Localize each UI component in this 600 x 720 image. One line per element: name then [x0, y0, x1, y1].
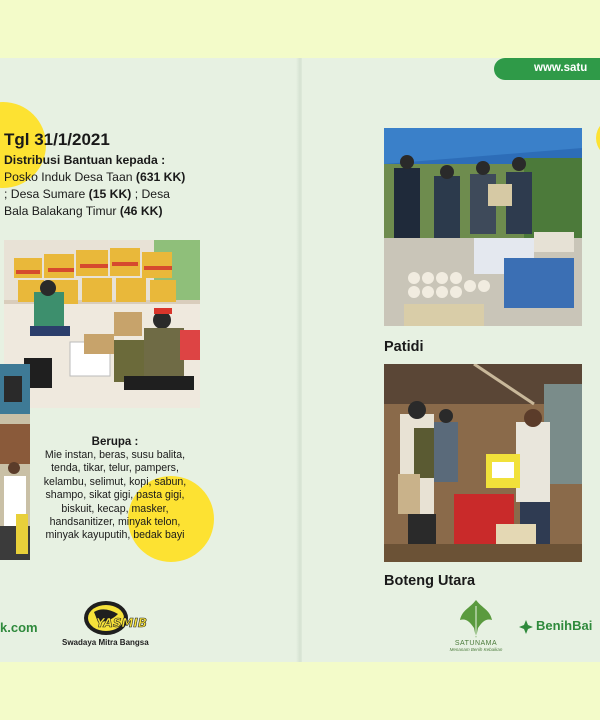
satunama-logo — [448, 598, 504, 652]
yasmib-logo-text: YASMIB — [96, 616, 148, 630]
distribution-text — [4, 152, 224, 220]
caption-patidi: Patidi — [384, 339, 424, 355]
distribution-date: Tgl 31/1/2021 — [4, 130, 110, 149]
website-pill: www.satu — [494, 58, 600, 80]
recipient-count-2: (15 KK) — [88, 187, 132, 201]
patidi-photo — [384, 128, 582, 326]
aid-items-title: Berupa : — [91, 436, 139, 448]
aid-packing-photo — [4, 240, 200, 408]
aid-items-line: Mie instan, beras, susu balita, — [44, 449, 186, 461]
leaf-icon — [518, 619, 534, 635]
aid-items-line: biskuit, kecap, masker, — [61, 502, 169, 515]
recipient-count-1: (631 KK) — [135, 170, 186, 184]
satunama-tagline: Menanam Benih Kebaikan — [449, 647, 503, 652]
aid-items-line: kelambu, selimut, kopi, sabun, — [43, 475, 187, 488]
boteng-utara-photo — [384, 364, 582, 562]
caption-boteng-utara: Boteng Utara — [384, 573, 476, 589]
recipient-line-3: Bala Balakang Timur — [4, 204, 120, 218]
website-text: k.com — [0, 620, 38, 635]
recipient-line-1: Posko Induk Desa Taan — [4, 170, 136, 184]
recipient-line-2-suffix: ; Desa — [131, 187, 170, 201]
satunama-name: SATUNAMA — [454, 640, 498, 647]
aid-items-line: handsanitizer, minyak telon, — [49, 516, 181, 529]
left-page — [0, 58, 298, 662]
distribution-intro: Distribusi Bantuan kepada : — [4, 153, 166, 167]
aid-items-line: tenda, tikar, telur, pampers, — [51, 462, 179, 475]
yellow-circle-decoration — [596, 118, 600, 158]
aid-items-list — [30, 449, 200, 543]
recipient-count-3: (46 KK) — [119, 204, 163, 218]
villagers-photo — [0, 364, 30, 560]
aid-items-line: minyak kayuputih, bedak bayi — [45, 529, 185, 542]
aid-items-line: shampo, sikat gigi, pasta gigi, — [45, 489, 185, 502]
benihbaik-text: BenihBai — [536, 618, 593, 633]
benihbaik-logo — [518, 618, 592, 635]
recipient-line-2: ; Desa Sumare — [4, 187, 89, 201]
yasmib-tagline: Swadaya Mitra Bangsa — [62, 638, 149, 647]
aid-items-box — [30, 436, 200, 543]
brochure-spread — [0, 58, 600, 662]
